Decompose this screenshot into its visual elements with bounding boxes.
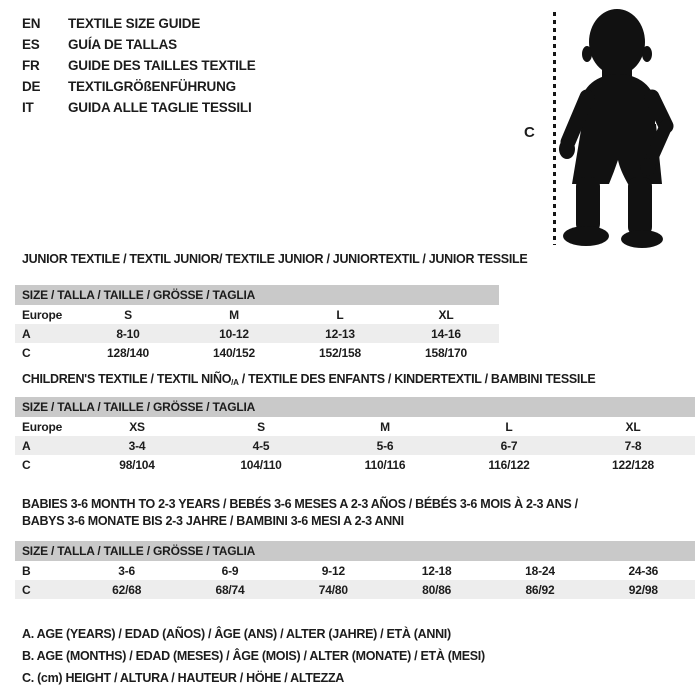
size-cell: 98/104 (119, 457, 155, 472)
size-cell: 6-7 (500, 438, 518, 453)
size-cell: 80/86 (422, 582, 452, 597)
size-cell: 92/98 (628, 582, 658, 597)
size-cell: 122/128 (612, 457, 654, 472)
children-section-heading (22, 372, 595, 387)
size-cell: 12-18 (421, 563, 452, 578)
table-header: SIZE / TALLA / TAILLE / GRÖSSE / TAGLIA (15, 541, 695, 561)
legend-line-b: B. AGE (MONTHS) / EDAD (MESES) / ÂGE (MOIS) / ALTER (MONATE) / ETÀ (MESI) (22, 649, 485, 663)
size-cell: XL (625, 419, 641, 434)
baby-silhouette-icon (556, 2, 696, 248)
size-cell: 6-9 (221, 563, 239, 578)
babies-heading-line1: BABIES 3-6 MONTH TO 2-3 YEARS / BEBÉS 3-6 MESES A 2-3 AÑOS / BÉBÉS 3-6 MOIS À 2-3 ANS / (22, 497, 578, 511)
table-header: SIZE / TALLA / TAILLE / GRÖSSE / TAGLIA (15, 285, 499, 305)
children-heading-after: / TEXTILE DES ENFANTS / KINDERTEXTIL / BAMBINI TESSILE (238, 372, 596, 386)
children-size-table (15, 397, 695, 474)
size-cell: 62/68 (112, 582, 142, 597)
size-cell: 4-5 (252, 438, 270, 453)
babies-heading-line2: BABYS 3-6 MONATE BIS 2-3 JAHRE / BAMBINI 3-6 MESI A 2-3 ANNI (22, 514, 404, 528)
row-label: A (22, 438, 31, 453)
language-label: GUIDA ALLE TAGLIE TESSILI (68, 100, 252, 115)
row-label: C (22, 457, 31, 472)
size-cell: XL (438, 307, 454, 322)
size-cell: 116/122 (488, 457, 530, 472)
language-row-es (22, 34, 256, 55)
size-cell: 3-6 (118, 563, 136, 578)
row-label: C (22, 345, 31, 360)
language-code: DE (22, 79, 41, 94)
language-row-en (22, 13, 256, 34)
junior-section-heading: JUNIOR TEXTILE / TEXTIL JUNIOR/ TEXTILE JUNIOR / JUNIORTEXTIL / JUNIOR TESSILE (22, 252, 528, 266)
language-label: TEXTILE SIZE GUIDE (68, 16, 201, 31)
size-cell: 152/158 (319, 345, 361, 360)
size-cell: 12-13 (325, 326, 355, 341)
size-cell: 7-8 (624, 438, 642, 453)
measure-legend (22, 627, 485, 693)
junior-size-table (15, 285, 499, 362)
language-label: TEXTILGRÖßENFÜHRUNG (68, 79, 236, 94)
size-cell: 86/92 (525, 582, 555, 597)
table-row-europe (15, 417, 695, 436)
language-code: ES (22, 37, 40, 52)
size-cell: M (229, 307, 239, 322)
size-cell: 158/170 (425, 345, 467, 360)
size-cell: 3-4 (128, 438, 146, 453)
size-cell: 128/140 (107, 345, 149, 360)
language-label: GUIDE DES TAILLES TEXTILE (68, 58, 256, 73)
size-cell: XS (129, 419, 145, 434)
row-label: Europe (22, 307, 63, 322)
size-cell: 9-12 (321, 563, 345, 578)
row-label: B (22, 563, 31, 578)
row-label: C (22, 582, 31, 597)
size-cell: 14-16 (431, 326, 461, 341)
language-list (22, 13, 256, 118)
legend-line-c: C. (cm) HEIGHT / ALTURA / HAUTEUR / HÖHE / ALTEZZA (22, 671, 345, 685)
table-header: SIZE / TALLA / TAILLE / GRÖSSE / TAGLIA (15, 397, 695, 417)
table-row-height (15, 455, 695, 474)
size-cell: 104/110 (240, 457, 282, 472)
language-code: FR (22, 58, 40, 73)
table-row-europe (15, 305, 499, 324)
size-cell: 18-24 (525, 563, 555, 578)
babies-size-table (15, 541, 695, 599)
size-cell: 110/116 (364, 457, 406, 472)
table-row-age (15, 324, 499, 343)
size-cell: S (257, 419, 265, 434)
size-cell: 74/80 (318, 582, 348, 597)
height-measure-label: C (524, 124, 535, 141)
children-heading-sub: /A (231, 378, 239, 387)
babies-section-heading (22, 496, 578, 530)
row-label: Europe (22, 419, 63, 434)
language-code: IT (22, 100, 34, 115)
row-label: A (22, 326, 31, 341)
table-row-age-months (15, 561, 695, 580)
size-cell: 24-36 (628, 563, 659, 578)
language-row-it (22, 97, 256, 118)
size-cell: L (336, 307, 344, 322)
language-row-de (22, 76, 256, 97)
size-cell: L (505, 419, 513, 434)
size-cell: 5-6 (376, 438, 394, 453)
legend-line-a: A. AGE (YEARS) / EDAD (AÑOS) / ÂGE (ANS) / ALTER (JAHRE) / ETÀ (ANNI) (22, 627, 451, 641)
table-row-height (15, 343, 499, 362)
size-cell: 10-12 (219, 326, 249, 341)
size-cell: S (124, 307, 132, 322)
size-cell: M (380, 419, 390, 434)
language-label: GUÍA DE TALLAS (68, 37, 177, 52)
language-row-fr (22, 55, 256, 76)
table-row-height (15, 580, 695, 599)
language-code: EN (22, 16, 41, 31)
children-heading-before: CHILDREN'S TEXTILE / TEXTIL NIÑO (22, 372, 232, 386)
table-row-age (15, 436, 695, 455)
size-cell: 68/74 (215, 582, 245, 597)
size-cell: 8-10 (116, 326, 140, 341)
size-cell: 140/152 (213, 345, 255, 360)
